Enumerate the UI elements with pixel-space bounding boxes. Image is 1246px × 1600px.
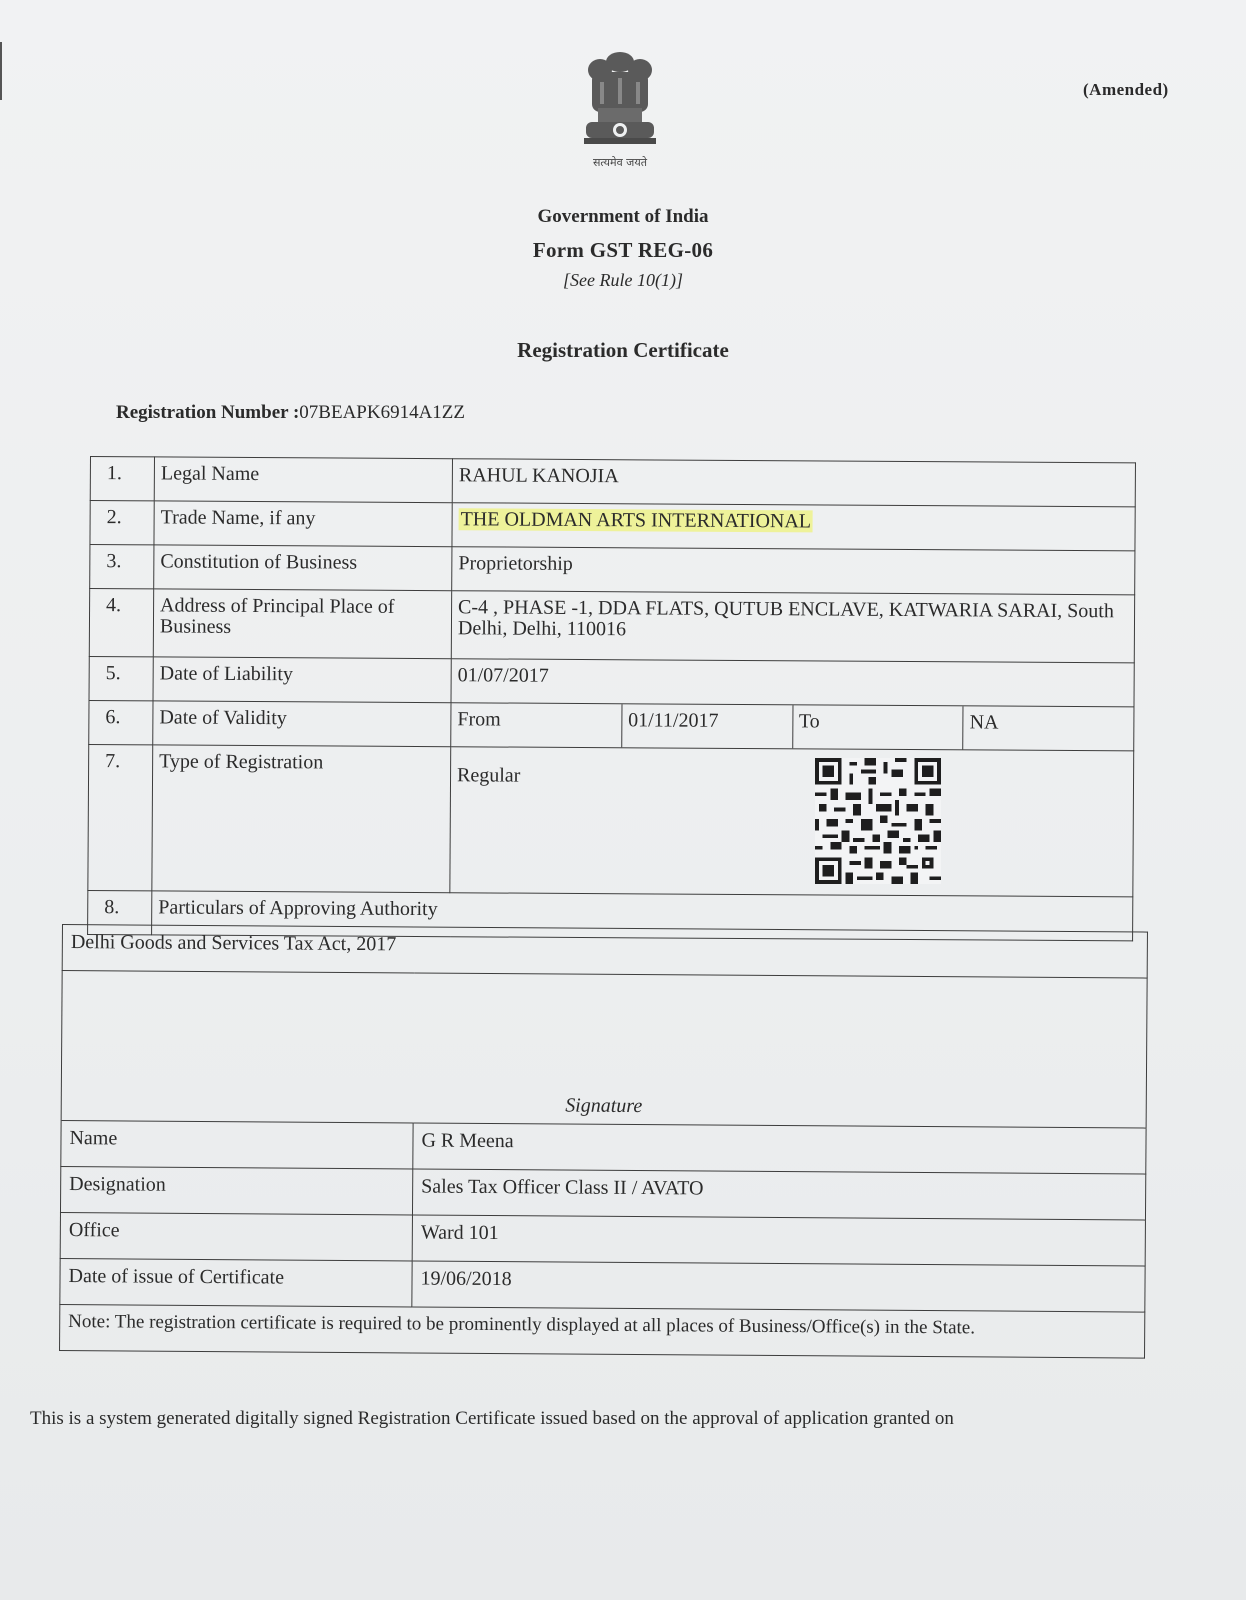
act-name: Delhi Goods and Services Tax Act, 2017 xyxy=(62,925,1147,979)
row-label: Office xyxy=(60,1212,412,1260)
row-label: Legal Name xyxy=(154,457,452,503)
national-emblem-icon xyxy=(578,48,662,176)
row-label: Date of issue of Certificate xyxy=(60,1258,412,1306)
table-row xyxy=(90,501,1135,551)
signature-area xyxy=(61,971,1147,1129)
officer-name-value: G R Meena xyxy=(413,1123,1146,1174)
row-label: Designation xyxy=(60,1166,412,1214)
table-row xyxy=(60,1258,1145,1312)
amended-label: (Amended) xyxy=(1083,80,1169,99)
row-number: 2. xyxy=(90,501,154,545)
registration-number-label: Registration Number : xyxy=(116,402,300,423)
trade-name-cell xyxy=(452,503,1135,551)
validity-cell xyxy=(451,703,1134,751)
emblem-motto: सत्यमेव जयते xyxy=(592,156,648,169)
signature-label: Signature xyxy=(61,971,1147,1129)
page-edge-mark xyxy=(0,42,2,100)
row-label: Date of Validity xyxy=(153,701,451,747)
footer-statement: This is a system generated digitally signed Registration Certificate issued based on the approval of application granted on xyxy=(30,1408,954,1429)
validity-from-value: 01/11/2017 xyxy=(622,704,793,748)
table-row xyxy=(61,1120,1146,1174)
legal-name-value: RAHUL KANOJIA xyxy=(452,459,1135,507)
validity-from-label: From xyxy=(451,703,622,747)
row-label: Particulars of Approving Authority xyxy=(152,891,1133,941)
table-row xyxy=(90,545,1135,595)
table-row xyxy=(60,1212,1145,1266)
qr-code-icon xyxy=(812,758,944,884)
rule-reference: [See Rule 10(1)] xyxy=(563,270,683,290)
office-value: Ward 101 xyxy=(412,1215,1145,1266)
issue-date-value: 19/06/2018 xyxy=(412,1261,1145,1312)
registration-type-value: Regular xyxy=(450,747,1134,897)
display-note: Note: The registration certificate is required to be prominently displayed at all places of Business/Office(s) in the State. xyxy=(60,1304,1145,1358)
row-label: Trade Name, if any xyxy=(154,501,452,547)
row-number: 7. xyxy=(88,744,153,890)
table-row xyxy=(60,1304,1145,1358)
trade-name-value: THE OLDMAN ARTS INTERNATIONAL xyxy=(460,508,812,533)
table-row xyxy=(62,925,1147,979)
table-row xyxy=(90,457,1135,507)
row-label: Constitution of Business xyxy=(154,545,452,591)
registration-number-value: 07BEAPK6914A1ZZ xyxy=(299,402,466,423)
row-number: 5. xyxy=(89,656,153,700)
table-row xyxy=(89,656,1134,706)
table-row xyxy=(60,1166,1145,1220)
table-row xyxy=(88,744,1134,896)
row-number: 4. xyxy=(89,589,153,657)
validity-to-label: To xyxy=(793,705,964,749)
row-number: 1. xyxy=(90,457,154,501)
row-number: 6. xyxy=(89,700,153,744)
row-label: Name xyxy=(61,1120,413,1168)
registration-number xyxy=(116,402,465,424)
constitution-value: Proprietorship xyxy=(452,547,1135,595)
certificate-title: Registration Certificate xyxy=(517,338,729,362)
row-number: 8. xyxy=(88,890,152,934)
designation-value: Sales Tax Officer Class II / AVATO xyxy=(412,1169,1145,1220)
row-label: Date of Liability xyxy=(153,657,451,703)
form-title: Form GST REG-06 xyxy=(532,238,714,262)
table-row xyxy=(89,589,1134,663)
registration-details-table xyxy=(87,456,1136,941)
table-row xyxy=(89,700,1134,750)
row-number: 3. xyxy=(90,545,154,589)
liability-date-value: 01/07/2017 xyxy=(451,659,1134,707)
row-label: Type of Registration xyxy=(152,745,451,893)
row-label: Address of Principal Place of Business xyxy=(153,589,451,659)
government-title: Government of India xyxy=(537,206,709,227)
approving-authority-table xyxy=(59,924,1148,1359)
validity-to-value: NA xyxy=(969,711,999,734)
address-value: C-4 , PHASE -1, DDA FLATS, QUTUB ENCLAVE, KATWARIA SARAI, South Delhi, Delhi, 110016 xyxy=(451,591,1134,663)
